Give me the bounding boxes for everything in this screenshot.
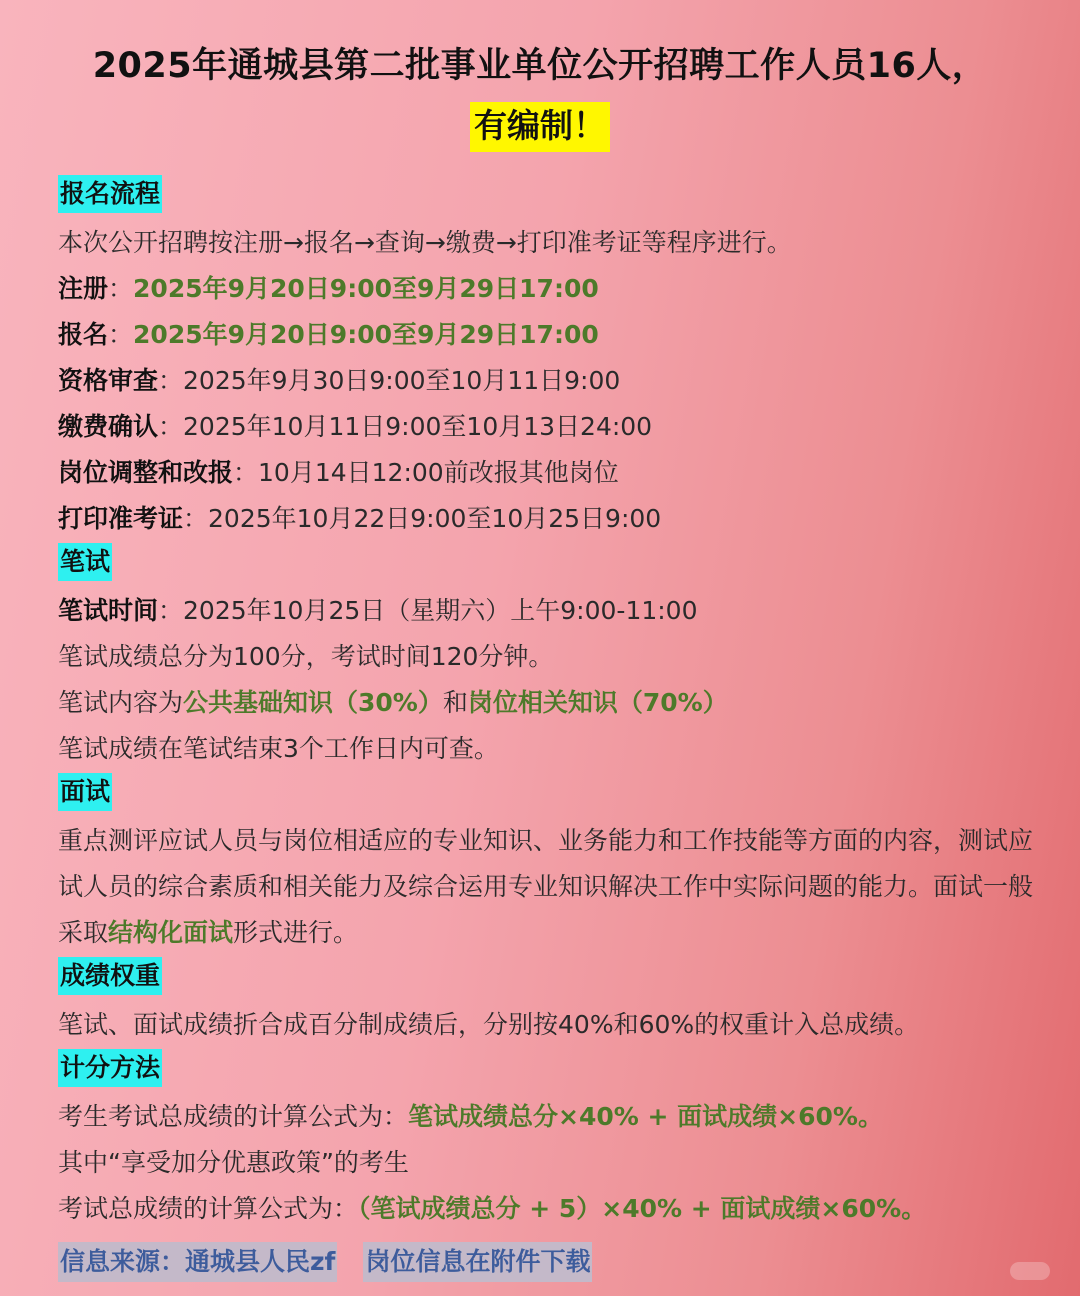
register-value: 2025年9月20日9:00至9月29日17:00 — [133, 274, 599, 303]
register-label: 注册 — [58, 274, 109, 303]
interview-format: 结构化面试 — [108, 918, 234, 947]
interview-text: 重点测评应试人员与岗位相适应的专业知识、业务能力和工作技能等方面的内容，测试应试人员的综合素质和相关能力及综合运用专业知识解决工作中实际问题的能力。面试一般采取结构化面试形式进行。 — [58, 826, 1034, 947]
formula1: 笔试成绩总分×40% + 面试成绩×60%。 — [408, 1102, 883, 1131]
formula2: （笔试成绩总分 + 5）×40% + 面试成绩×60%。 — [358, 1194, 927, 1223]
footer — [58, 1242, 618, 1282]
weight-text: 笔试、面试成绩折合成百分制成绩后，分别按40%和60%的权重计入总成绩。 — [58, 1010, 920, 1039]
section-heading-weight: 成绩权重 — [58, 956, 1048, 1002]
section-heading-written: 笔试 — [58, 542, 1048, 588]
fee-label: 缴费确认 — [58, 412, 159, 441]
written-score-line: 笔试成绩总分为100分，考试时间120分钟。 — [58, 642, 554, 671]
adjust-label: 岗位调整和改报 — [58, 458, 234, 487]
page-title: 2025年通城县第二批事业单位公开招聘工作人员16人， — [92, 46, 988, 86]
watermark-badge — [1010, 1262, 1050, 1280]
signup-intro: 本次公开招聘按注册→报名→查询→缴费→打印准考证等程序进行。 — [58, 228, 792, 257]
review-row: 资格审查：2025年9月30日9:00至10月11日9:00 — [58, 366, 621, 395]
fee-row: 缴费确认：2025年10月11日9:00至10月13日24:00 — [58, 412, 653, 441]
written-content-line: 笔试内容为公共基础知识（30%）和岗位相关知识（70%） — [58, 688, 728, 717]
written-time-label: 笔试时间 — [58, 596, 159, 625]
section-heading-method: 计分方法 — [58, 1048, 1048, 1094]
review-label: 资格审查 — [58, 366, 159, 395]
section-heading-interview: 面试 — [58, 772, 1048, 818]
apply-row: 报名：2025年9月20日9:00至9月29日17:00 — [58, 320, 599, 349]
formula1-line: 考生考试总成绩的计算公式为：笔试成绩总分×40% + 面试成绩×60%。 — [58, 1102, 883, 1131]
section-heading-signup: 报名流程 — [58, 174, 1048, 220]
ticket-label: 打印准考证 — [58, 504, 184, 533]
written-time-value: 2025年10月25日（星期六）上午9:00-11:00 — [183, 596, 698, 625]
apply-label: 报名 — [58, 320, 109, 349]
written-query-line: 笔试成绩在笔试结束3个工作日内可查。 — [58, 734, 499, 763]
formula2-line: 考试总成绩的计算公式为：（笔试成绩总分 + 5）×40% + 面试成绩×60%。 — [58, 1194, 927, 1223]
written-part1: 公共基础知识（30%） — [183, 688, 443, 717]
source-tag: 信息来源：通城县人民zf — [58, 1242, 337, 1282]
download-tag: 岗位信息在附件下载 — [363, 1242, 592, 1282]
written-part2: 岗位相关知识（70%） — [467, 688, 728, 717]
ticket-value: 2025年10月22日9:00至10月25日9:00 — [208, 504, 662, 533]
fee-value: 2025年10月11日9:00至10月13日24:00 — [183, 412, 653, 441]
page-subtitle: 有编制！ — [470, 102, 610, 152]
register-row: 注册：2025年9月20日9:00至9月29日17:00 — [58, 274, 599, 303]
adjust-row: 岗位调整和改报：10月14日12:00前改报其他岗位 — [58, 458, 619, 487]
policy-line: 其中“享受加分优惠政策”的考生 — [58, 1148, 409, 1177]
written-time-row: 笔试时间：2025年10月25日（星期六）上午9:00-11:00 — [58, 596, 698, 625]
review-value: 2025年9月30日9:00至10月11日9:00 — [183, 366, 621, 395]
ticket-row: 打印准考证：2025年10月22日9:00至10月25日9:00 — [58, 504, 662, 533]
article-body — [58, 174, 1048, 1232]
adjust-value: 10月14日12:00前改报其他岗位 — [258, 458, 619, 487]
apply-value: 2025年9月20日9:00至9月29日17:00 — [133, 320, 599, 349]
